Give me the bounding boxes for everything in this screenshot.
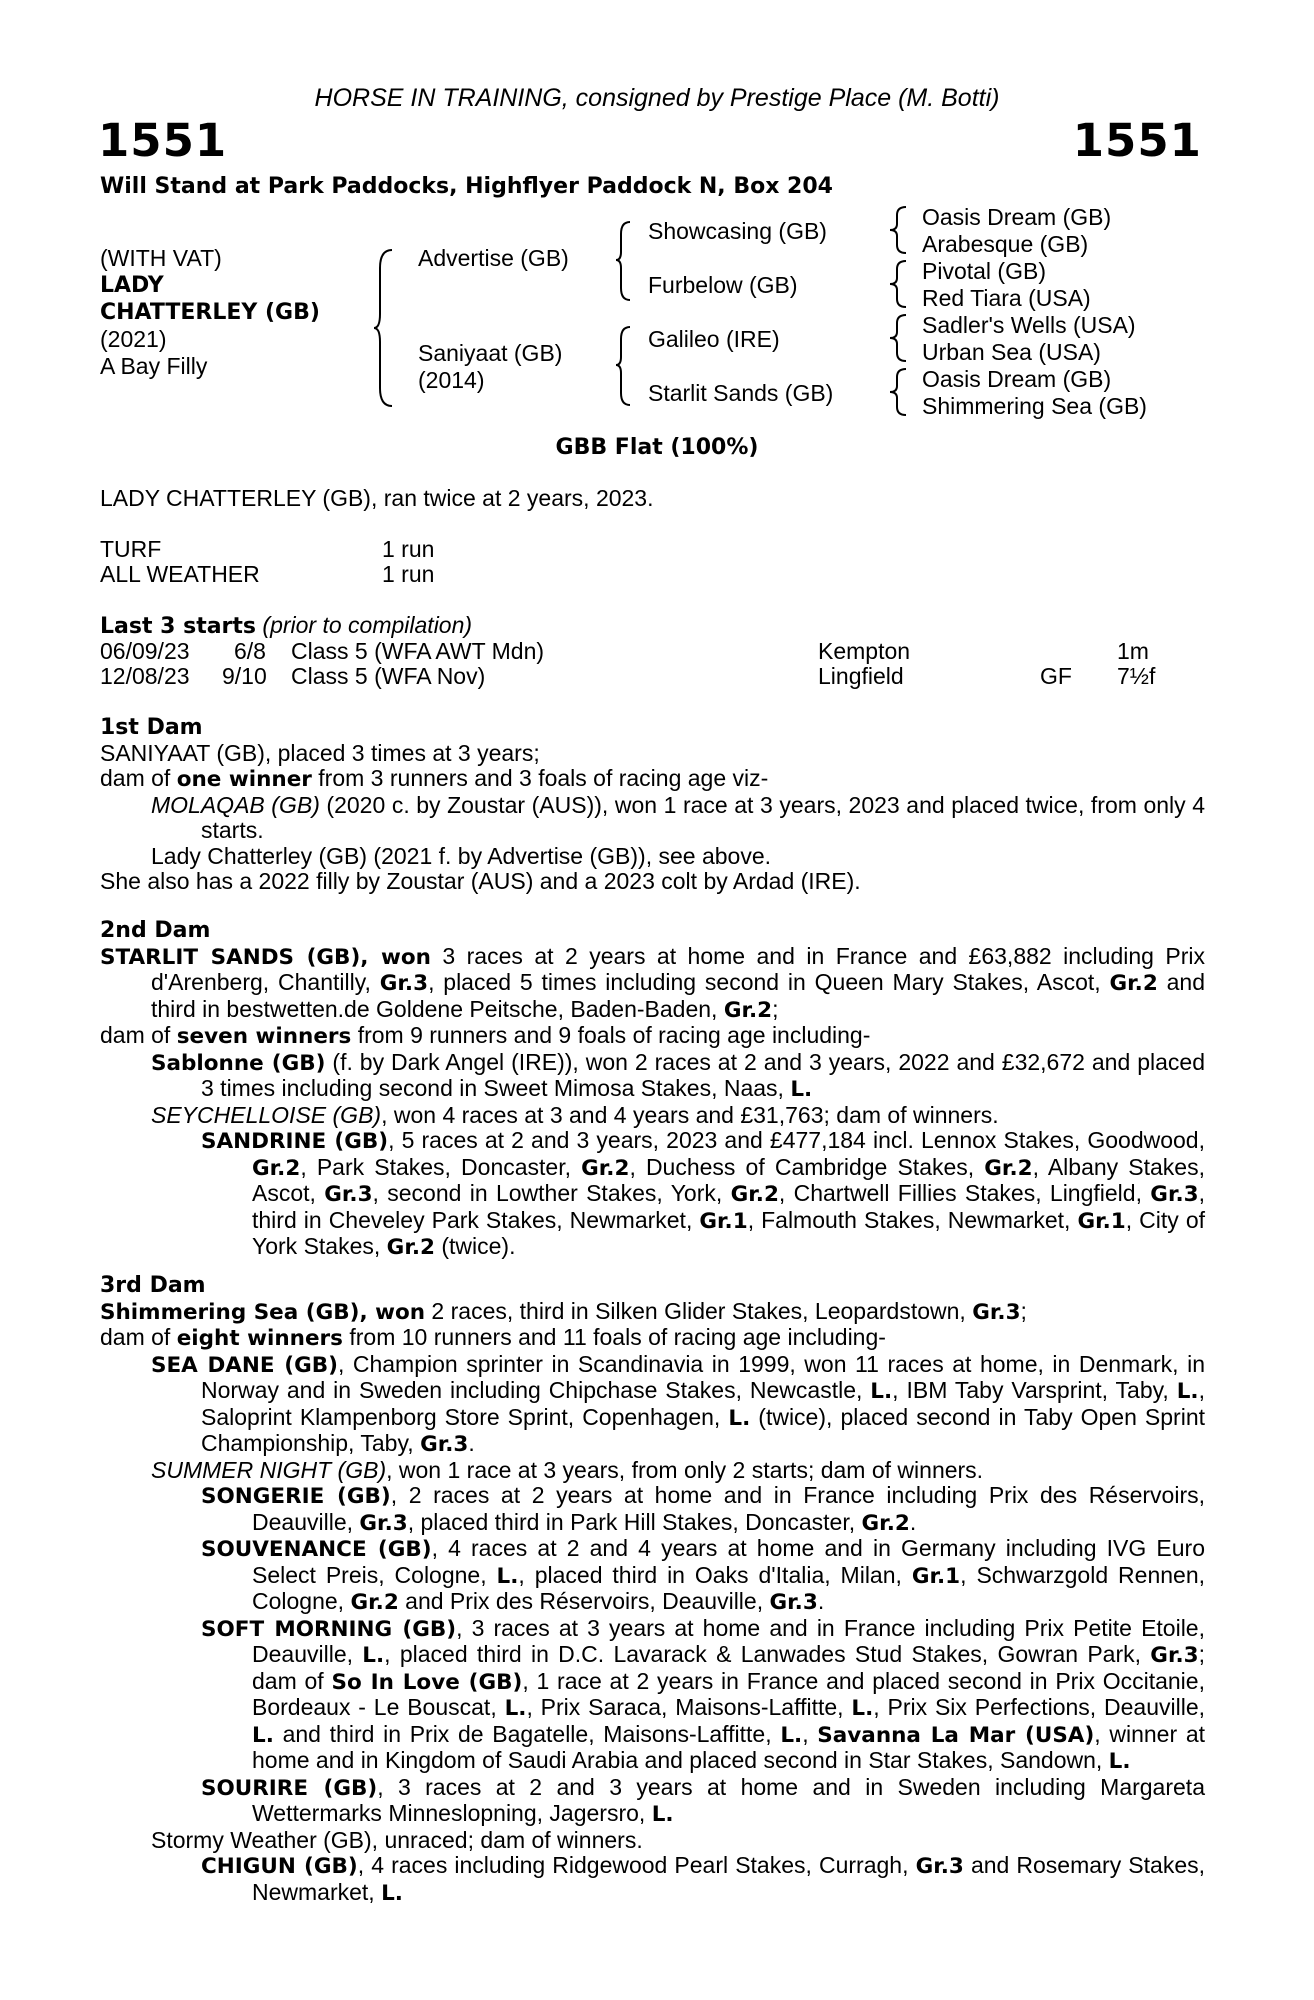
start-going: GF bbox=[1040, 663, 1072, 689]
ancestor-g5: Sadler's Wells (USA) bbox=[922, 312, 1136, 338]
second-dam-record: STARLIT SANDS (GB), won 3 races at 2 years at home and in France and £63,882 including Prix d'Arenberg, Chantilly, Gr.3, placed 5 times including second in Queen Mary Stakes, Ascot, Gr.2 and third in bestwetten.de Goldene Peitsche, Baden-Baden, Gr.2; bbox=[100, 942, 1206, 1023]
first-dam-produce-line: dam of one winner from 3 runners and 3 foals of racing age viz- bbox=[100, 765, 769, 792]
start-distance: 1m bbox=[1117, 638, 1149, 664]
second-dam-section bbox=[100, 918, 1205, 1261]
start-course: Lingfield bbox=[818, 663, 904, 689]
dam: Saniyaat (GB) bbox=[418, 340, 563, 366]
start-position: 6/8 bbox=[234, 638, 266, 664]
grandproduce-entry: SONGERIE (GB), 2 races at 2 years at home and in France including Prix des Réservoirs, Deauville, Gr.3, placed third in Park Hill Stakes, Doncaster, Gr.2. bbox=[201, 1482, 1205, 1536]
last-starts-note: (prior to compilation) bbox=[262, 612, 473, 638]
produce-entry: Lady Chatterley (GB) (2021 f. by Advertise (GB)), see above. bbox=[151, 842, 772, 869]
produce-entry: MOLAQAB (GB) (2020 c. by Zoustar (AUS)), won 1 race at 3 years, 2023 and placed twice, from only 4 starts. bbox=[151, 791, 1205, 843]
first-dam-line: SANIYAAT (GB), placed 3 times at 3 years; bbox=[100, 739, 540, 766]
pedigree-brace bbox=[888, 313, 908, 363]
dam-year: (2014) bbox=[418, 367, 485, 393]
grandproduce-entry: SANDRINE (GB), 5 races at 2 and 3 years, 2023 and £477,184 incl. Lennox Stakes, Goodwood, Gr.2, Park Stakes, Doncaster, Gr.2, Duchess of Cambridge Stakes, Gr.2, Albany Stakes, Ascot, Gr.3, second in Lowther Stakes, York, Gr.2, Chartwell Fillies Stakes, Lingfield, Gr.3, third in Cheveley Park Stakes, Newmarket, Gr.1, Falmouth Stakes, Newmarket, Gr.1, City of York Stakes, Gr.2 (twice). bbox=[201, 1127, 1205, 1260]
lot-number-left: 1551 bbox=[98, 114, 228, 167]
third-dam-produce-line: dam of eight winners from 10 runners and 11 foals of racing age including- bbox=[100, 1324, 886, 1351]
pedigree-brace bbox=[888, 205, 908, 255]
ancestor-g3: Pivotal (GB) bbox=[922, 258, 1046, 284]
third-dam-section bbox=[100, 1273, 1205, 1906]
pedigree-brace bbox=[888, 259, 908, 309]
start-date: 06/09/23 bbox=[100, 638, 190, 664]
start-date: 12/08/23 bbox=[100, 663, 190, 689]
third-dam-record: Shimmering Sea (GB), won 2 races, third in Silken Glider Stakes, Leopardstown, Gr.3; bbox=[100, 1297, 1027, 1325]
lot-number-right: 1551 bbox=[1072, 114, 1202, 167]
ancestor-g2: Arabesque (GB) bbox=[922, 231, 1089, 257]
last-starts-heading bbox=[100, 613, 472, 640]
produce-entry: SUMMER NIGHT (GB), won 1 race at 3 years, from only 2 starts; dam of winners. bbox=[151, 1456, 984, 1483]
produce-entry: SEA DANE (GB), Champion sprinter in Scandinavia in 1999, won 11 races at home, in Denmark, in Norway and in Sweden including Chipchase Stakes, Newcastle, L., IBM Taby Varsprint, Taby, L., Saloprint Klampenborg Store Sprint, Copenhagen, L. (twice), placed second in Taby Open Sprint Championship, Taby, Gr.3. bbox=[151, 1350, 1206, 1457]
start-course: Kempton bbox=[818, 638, 911, 664]
surface-label: ALL WEATHER bbox=[100, 561, 260, 587]
pedigree-brace bbox=[888, 367, 908, 417]
produce-note: She also has a 2022 filly by Zoustar (AUS) and a 2023 colt by Ardad (IRE). bbox=[100, 868, 861, 894]
produce-entry: SEYCHELLOISE (GB), won 4 races at 3 and 4 years and £31,763; dam of winners. bbox=[151, 1101, 999, 1128]
ancestor-g6: Urban Sea (USA) bbox=[922, 339, 1101, 365]
race-summary: LADY CHATTERLEY (GB), ran twice at 2 years, 2023. bbox=[100, 485, 654, 511]
horse-year: (2021) bbox=[100, 326, 167, 352]
horse-name-line2: CHATTERLEY (GB) bbox=[100, 300, 320, 325]
surface-value: 1 run bbox=[382, 536, 435, 562]
gbb-rating: GBB Flat (100%) bbox=[555, 435, 759, 460]
pedigree-brace bbox=[372, 248, 394, 408]
first-dam-section bbox=[100, 715, 1205, 895]
last-starts-title: Last 3 starts bbox=[100, 614, 257, 639]
pedigree-brace bbox=[614, 220, 632, 302]
grandproduce-entry: SOURIRE (GB), 3 races at 2 and 3 years at home and in Sweden including Margareta Wettermarks Minneslopning, Jagersro, L. bbox=[201, 1773, 1205, 1827]
grandproduce-entry: CHIGUN (GB), 4 races including Ridgewood Pearl Stakes, Curragh, Gr.3 and Rosemary Stakes, Newmarket, L. bbox=[201, 1852, 1205, 1906]
first-dam-title: 1st Dam bbox=[100, 715, 203, 740]
start-position: 9/10 bbox=[222, 663, 267, 689]
ancestor-g4: Red Tiara (USA) bbox=[922, 285, 1091, 311]
third-dam-title: 3rd Dam bbox=[100, 1273, 206, 1298]
grandproduce-entry: SOUVENANCE (GB), 4 races at 2 and 4 years at home and in Germany including IVG Euro Select Preis, Cologne, L., placed third in Oaks d'Italia, Milan, Gr.1, Schwarzgold Rennen, Cologne, Gr.2 and Prix des Réservoirs, Deauville, Gr.3. bbox=[201, 1535, 1205, 1615]
horse-name-line1: LADY bbox=[100, 273, 164, 298]
start-race: Class 5 (WFA Nov) bbox=[291, 663, 486, 689]
ancestor-g1: Oasis Dream (GB) bbox=[922, 204, 1112, 230]
start-race: Class 5 (WFA AWT Mdn) bbox=[291, 638, 545, 664]
grandproduce-entry: SOFT MORNING (GB), 3 races at 3 years at home and in France including Prix Petite Etoile, Deauville, L., placed third in D.C. Lavarack & Lanwades Stud Stakes, Gowran Park, Gr.3; dam of So In Love (GB), 1 race at 2 years in France and placed second in Prix Occitanie, Bordeaux - Le Bouscat, L., Prix Saraca, Maisons-Laffitte, L., Prix Six Perfections, Deauville, L. and third in Prix de Bagatelle, Maisons-Laffitte, L., Savanna La Mar (USA), winner at home and in Kingdom of Saudi Arabia and placed second in Star Stakes, Sandown, L. bbox=[201, 1614, 1206, 1774]
consignment-line: HORSE IN TRAINING, consigned by Prestige Place (M. Botti) bbox=[314, 84, 1000, 112]
pedigree-brace bbox=[614, 325, 632, 407]
second-dam-produce-line: dam of seven winners from 9 runners and 9 foals of racing age including- bbox=[100, 1022, 871, 1049]
produce-entry: Sablonne (GB) (f. by Dark Angel (IRE)), won 2 races at 2 and 3 years, 2022 and £32,672 and placed 3 times including second in Sweet Mimosa Stakes, Naas, L. bbox=[151, 1048, 1205, 1102]
stand-location: Will Stand at Park Paddocks, Highflyer Paddock N, Box 204 bbox=[100, 174, 833, 199]
sire-dam: Furbelow (GB) bbox=[648, 272, 798, 298]
ancestor-g8: Shimmering Sea (GB) bbox=[922, 393, 1147, 419]
second-dam-title: 2nd Dam bbox=[100, 918, 211, 943]
dam-sire: Galileo (IRE) bbox=[648, 326, 780, 352]
surface-label: TURF bbox=[100, 536, 162, 562]
horse-description: A Bay Filly bbox=[100, 353, 208, 379]
dam-dam: Starlit Sands (GB) bbox=[648, 380, 834, 406]
vat-note: (WITH VAT) bbox=[100, 245, 222, 271]
sire-sire: Showcasing (GB) bbox=[648, 218, 827, 244]
produce-entry: Stormy Weather (GB), unraced; dam of winners. bbox=[151, 1826, 643, 1853]
start-distance: 7½f bbox=[1117, 663, 1156, 689]
sire: Advertise (GB) bbox=[418, 245, 569, 271]
ancestor-g7: Oasis Dream (GB) bbox=[922, 366, 1112, 392]
surface-value: 1 run bbox=[382, 561, 435, 587]
